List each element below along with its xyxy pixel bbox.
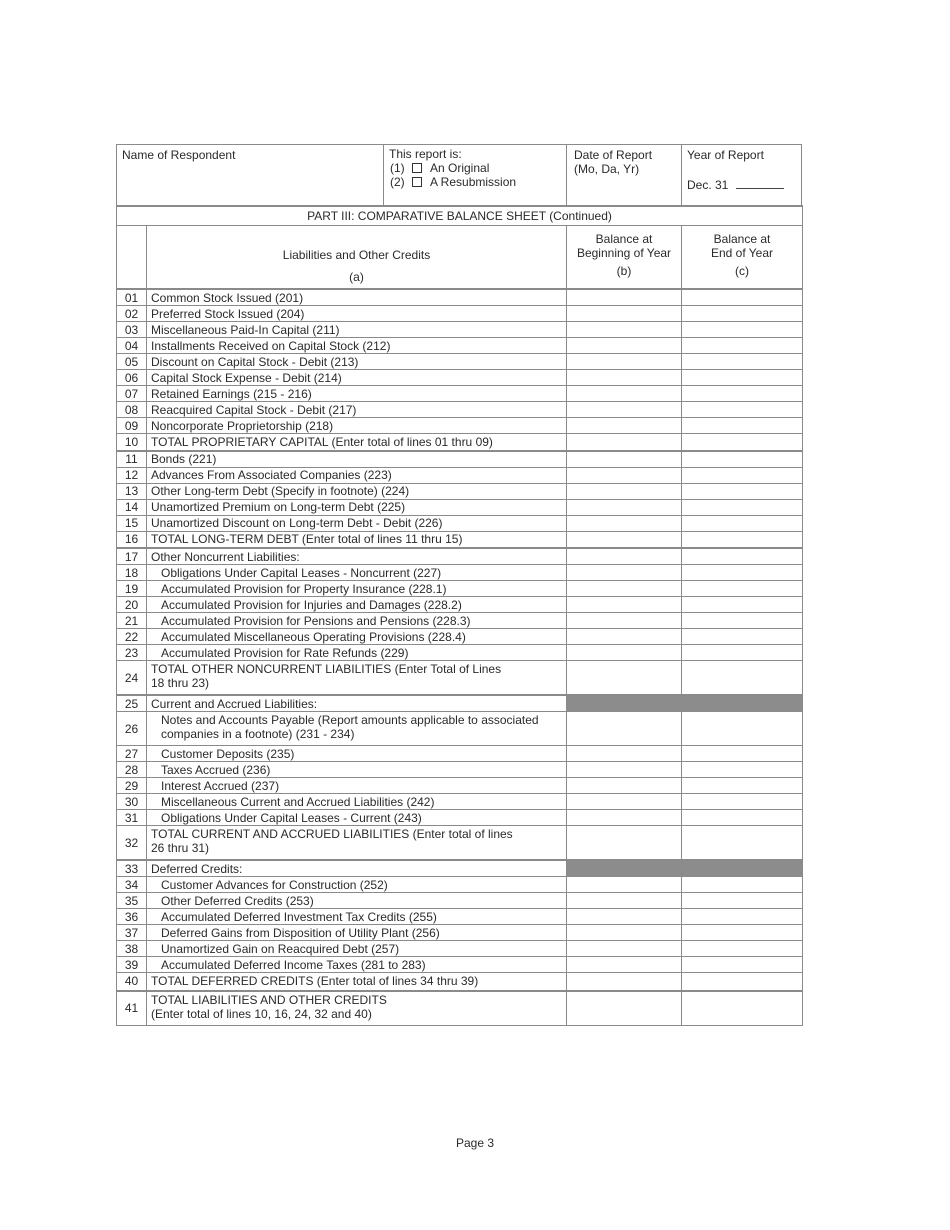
table-row <box>117 941 803 957</box>
beginning-balance-cell[interactable] <box>567 778 682 794</box>
ending-balance-cell[interactable] <box>682 661 803 696</box>
part-title: PART III: COMPARATIVE BALANCE SHEET (Continued) <box>117 206 803 226</box>
ending-balance-cell[interactable] <box>682 402 803 418</box>
ending-balance-cell[interactable] <box>682 499 803 515</box>
beginning-balance-cell[interactable] <box>567 877 682 893</box>
table-row <box>117 483 803 499</box>
line-description-part-1: TOTAL OTHER NONCURRENT LIABILITIES (Enter Total of Lines <box>151 662 502 676</box>
ending-balance-cell[interactable] <box>682 893 803 909</box>
line-description: Accumulated Miscellaneous Operating Provisions (228.4) <box>147 629 567 645</box>
line-description: TOTAL PROPRIETARY CAPITAL (Enter total of lines 01 thru 09) <box>147 434 567 451</box>
line-description: TOTAL LONG-TERM DEBT (Enter total of lines 11 thru 15) <box>147 531 567 548</box>
ending-balance-cell[interactable] <box>682 957 803 973</box>
line-number: 03 <box>117 322 147 338</box>
line-number: 01 <box>117 289 147 306</box>
line-number: 21 <box>117 613 147 629</box>
column-c-title-1: Balance at <box>713 232 771 246</box>
line-description: Miscellaneous Current and Accrued Liabilities (242) <box>147 794 567 810</box>
page-number: Page 3 <box>455 1136 495 1150</box>
table-row <box>117 957 803 973</box>
table-row <box>117 860 803 877</box>
line-description: Bonds (221) <box>147 451 567 468</box>
line-description: Retained Earnings (215 - 216) <box>147 386 567 402</box>
ending-balance-cell[interactable] <box>682 581 803 597</box>
ending-balance-cell[interactable] <box>682 909 803 925</box>
beginning-balance-cell[interactable] <box>567 467 682 483</box>
line-number-header <box>117 226 147 290</box>
beginning-balance-cell[interactable] <box>567 338 682 354</box>
line-description-part-1: TOTAL LIABILITIES AND OTHER CREDITS <box>151 992 387 1007</box>
table-row <box>117 661 803 696</box>
table-row <box>117 515 803 531</box>
line-number: 24 <box>117 661 147 696</box>
form-header <box>116 144 802 205</box>
beginning-balance-cell[interactable] <box>567 483 682 499</box>
line-description: Discount on Capital Stock - Debit (213) <box>147 354 567 370</box>
table-row <box>117 338 803 354</box>
line-number: 10 <box>117 434 147 451</box>
shaded-cell <box>567 860 682 877</box>
line-number: 29 <box>117 778 147 794</box>
line-description <box>147 991 567 1026</box>
line-number: 07 <box>117 386 147 402</box>
line-number: 28 <box>117 762 147 778</box>
line-number: 06 <box>117 370 147 386</box>
line-description: Accumulated Deferred Investment Tax Credits (255) <box>147 909 567 925</box>
shaded-cell <box>682 860 803 877</box>
ending-balance-cell[interactable] <box>682 746 803 762</box>
original-checkbox[interactable] <box>412 163 422 173</box>
ending-balance-cell[interactable] <box>682 826 803 861</box>
line-description: Accumulated Provision for Pensions and Pensions (228.3) <box>147 613 567 629</box>
table-row <box>117 973 803 991</box>
line-number: 04 <box>117 338 147 354</box>
table-row <box>117 778 803 794</box>
column-b-title-1: Balance at <box>595 232 653 246</box>
ending-balance-cell[interactable] <box>682 597 803 613</box>
ending-balance-cell[interactable] <box>682 418 803 434</box>
table-row <box>117 306 803 322</box>
line-number: 17 <box>117 548 147 565</box>
line-description-part-2: 18 thru 23) <box>151 676 210 690</box>
beginning-balance-cell[interactable] <box>567 548 682 565</box>
line-description: Capital Stock Expense - Debit (214) <box>147 370 567 386</box>
shaded-cell <box>567 695 682 712</box>
line-description <box>147 826 567 861</box>
column-a-letter: (a) <box>349 270 364 284</box>
table-row <box>117 746 803 762</box>
beginning-balance-cell[interactable] <box>567 565 682 581</box>
table-row <box>117 289 803 306</box>
line-number: 36 <box>117 909 147 925</box>
beginning-balance-cell[interactable] <box>567 661 682 696</box>
ending-balance-cell[interactable] <box>682 794 803 810</box>
table-row <box>117 991 803 1026</box>
line-number: 25 <box>117 695 147 712</box>
line-description <box>147 712 567 746</box>
line-number: 05 <box>117 354 147 370</box>
option-original <box>390 161 561 175</box>
line-description: Accumulated Provision for Property Insurance (228.1) <box>147 581 567 597</box>
ending-balance-cell[interactable] <box>682 322 803 338</box>
ending-balance-cell[interactable] <box>682 810 803 826</box>
table-row <box>117 909 803 925</box>
ending-balance-cell[interactable] <box>682 548 803 565</box>
beginning-balance-cell[interactable] <box>567 762 682 778</box>
line-number: 23 <box>117 645 147 661</box>
beginning-balance-cell[interactable] <box>567 810 682 826</box>
ending-balance-cell[interactable] <box>682 973 803 991</box>
ending-balance-cell[interactable] <box>682 531 803 548</box>
table-row <box>117 418 803 434</box>
line-number: 15 <box>117 515 147 531</box>
line-number: 39 <box>117 957 147 973</box>
respondent-cell <box>117 145 384 205</box>
ending-balance-cell[interactable] <box>682 354 803 370</box>
ending-balance-cell[interactable] <box>682 515 803 531</box>
line-number: 09 <box>117 418 147 434</box>
line-description: Reacquired Capital Stock - Debit (217) <box>147 402 567 418</box>
beginning-balance-cell[interactable] <box>567 712 682 746</box>
line-number: 40 <box>117 973 147 991</box>
beginning-balance-cell[interactable] <box>567 306 682 322</box>
ending-balance-cell[interactable] <box>682 451 803 468</box>
ending-balance-cell[interactable] <box>682 762 803 778</box>
beginning-balance-cell[interactable] <box>567 370 682 386</box>
line-number: 35 <box>117 893 147 909</box>
line-description: Taxes Accrued (236) <box>147 762 567 778</box>
beginning-balance-cell[interactable] <box>567 581 682 597</box>
line-description: Deferred Credits: <box>147 860 567 877</box>
table-row <box>117 322 803 338</box>
line-description-part-2: companies in a footnote) (231 - 234) <box>161 727 355 741</box>
table-row <box>117 451 803 468</box>
line-number: 27 <box>117 746 147 762</box>
beginning-balance-cell[interactable] <box>567 354 682 370</box>
year-blank[interactable] <box>736 178 784 189</box>
beginning-balance-cell[interactable] <box>567 794 682 810</box>
beginning-balance-cell[interactable] <box>567 826 682 861</box>
line-number: 31 <box>117 810 147 826</box>
table-row <box>117 893 803 909</box>
table-row <box>117 645 803 661</box>
line-description: Current and Accrued Liabilities: <box>147 695 567 712</box>
column-a-header <box>147 226 567 290</box>
table-row <box>117 402 803 418</box>
shaded-cell <box>682 695 803 712</box>
table-row <box>117 695 803 712</box>
line-number: 22 <box>117 629 147 645</box>
line-number: 19 <box>117 581 147 597</box>
beginning-balance-cell[interactable] <box>567 893 682 909</box>
beginning-balance-cell[interactable] <box>567 629 682 645</box>
year-label: Year of Report <box>687 148 764 162</box>
beginning-balance-cell[interactable] <box>567 909 682 925</box>
table-row <box>117 629 803 645</box>
ending-balance-cell[interactable] <box>682 629 803 645</box>
balance-sheet-form <box>116 144 802 1026</box>
liabilities-table <box>116 205 803 1026</box>
table-row <box>117 762 803 778</box>
line-description-part-2: 26 thru 31) <box>151 841 210 855</box>
year-value-line <box>687 178 798 192</box>
line-description-part-1: Notes and Accounts Payable (Report amounts applicable to associated <box>161 713 539 727</box>
table-row <box>117 354 803 370</box>
line-description: Unamortized Discount on Long-term Debt - Debit (226) <box>147 515 567 531</box>
ending-balance-cell[interactable] <box>682 467 803 483</box>
column-b-header <box>567 226 682 290</box>
table-row <box>117 712 803 746</box>
line-description: Other Noncurrent Liabilities: <box>147 548 567 565</box>
table-row <box>117 810 803 826</box>
option-resubmission <box>390 175 561 189</box>
line-number: 02 <box>117 306 147 322</box>
table-row <box>117 925 803 941</box>
line-number: 30 <box>117 794 147 810</box>
line-description: Unamortized Premium on Long-term Debt (225) <box>147 499 567 515</box>
line-description: Preferred Stock Issued (204) <box>147 306 567 322</box>
column-header-row <box>117 226 803 290</box>
line-description: Accumulated Provision for Injuries and Damages (228.2) <box>147 597 567 613</box>
ending-balance-cell[interactable] <box>682 370 803 386</box>
beginning-balance-cell[interactable] <box>567 941 682 957</box>
line-description: Accumulated Deferred Income Taxes (281 to 283) <box>147 957 567 973</box>
table-row <box>117 794 803 810</box>
line-description: Accumulated Provision for Rate Refunds (229) <box>147 645 567 661</box>
line-description: Advances From Associated Companies (223) <box>147 467 567 483</box>
table-row <box>117 370 803 386</box>
column-b-letter: (b) <box>616 264 632 278</box>
beginning-balance-cell[interactable] <box>567 957 682 973</box>
table-row <box>117 826 803 861</box>
ending-balance-cell[interactable] <box>682 483 803 499</box>
ending-balance-cell[interactable] <box>682 289 803 306</box>
line-number: 33 <box>117 860 147 877</box>
date-label: Date of Report <box>574 148 653 162</box>
ending-balance-cell[interactable] <box>682 778 803 794</box>
year-of-report-cell <box>682 145 803 205</box>
line-number: 38 <box>117 941 147 957</box>
beginning-balance-cell[interactable] <box>567 451 682 468</box>
beginning-balance-cell[interactable] <box>567 434 682 451</box>
line-number: 08 <box>117 402 147 418</box>
date-of-report-cell <box>567 145 682 205</box>
line-description: Interest Accrued (237) <box>147 778 567 794</box>
ending-balance-cell[interactable] <box>682 645 803 661</box>
table-row <box>117 581 803 597</box>
report-type-cell <box>384 145 567 205</box>
line-number: 34 <box>117 877 147 893</box>
table-row <box>117 467 803 483</box>
option2-label: A Resubmission <box>430 175 517 189</box>
ending-balance-cell[interactable] <box>682 386 803 402</box>
line-description: Noncorporate Proprietorship (218) <box>147 418 567 434</box>
line-number: 37 <box>117 925 147 941</box>
line-description: Common Stock Issued (201) <box>147 289 567 306</box>
part-title-row <box>117 206 803 226</box>
line-description: Obligations Under Capital Leases - Noncurrent (227) <box>147 565 567 581</box>
line-number: 12 <box>117 467 147 483</box>
line-description-part-2: (Enter total of lines 10, 16, 24, 32 and 40) <box>151 1006 372 1021</box>
option2-number: (2) <box>390 175 405 189</box>
table-row <box>117 499 803 515</box>
beginning-balance-cell[interactable] <box>567 597 682 613</box>
beginning-balance-cell[interactable] <box>567 645 682 661</box>
line-description: Customer Advances for Construction (252) <box>147 877 567 893</box>
ending-balance-cell[interactable] <box>682 306 803 322</box>
beginning-balance-cell[interactable] <box>567 322 682 338</box>
ending-balance-cell[interactable] <box>682 565 803 581</box>
beginning-balance-cell[interactable] <box>567 746 682 762</box>
beginning-balance-cell[interactable] <box>567 499 682 515</box>
table-row <box>117 877 803 893</box>
line-description: Unamortized Gain on Reacquired Debt (257) <box>147 941 567 957</box>
line-description: Other Deferred Credits (253) <box>147 893 567 909</box>
ending-balance-cell[interactable] <box>682 434 803 451</box>
ending-balance-cell[interactable] <box>682 877 803 893</box>
table-row <box>117 597 803 613</box>
line-number: 16 <box>117 531 147 548</box>
line-number: 14 <box>117 499 147 515</box>
line-number: 13 <box>117 483 147 499</box>
line-number: 32 <box>117 826 147 861</box>
line-description: TOTAL DEFERRED CREDITS (Enter total of lines 34 thru 39) <box>147 973 567 991</box>
table-row <box>117 548 803 565</box>
line-description: Obligations Under Capital Leases - Current (243) <box>147 810 567 826</box>
line-description <box>147 661 567 696</box>
respondent-label: Name of Respondent <box>122 148 236 162</box>
beginning-balance-cell[interactable] <box>567 289 682 306</box>
line-number: 20 <box>117 597 147 613</box>
ending-balance-cell[interactable] <box>682 613 803 629</box>
table-row <box>117 531 803 548</box>
line-number: 11 <box>117 451 147 468</box>
column-c-header <box>682 226 803 290</box>
beginning-balance-cell[interactable] <box>567 515 682 531</box>
resubmission-checkbox[interactable] <box>412 177 422 187</box>
ending-balance-cell[interactable] <box>682 338 803 354</box>
line-number: 41 <box>117 991 147 1026</box>
beginning-balance-cell[interactable] <box>567 402 682 418</box>
line-description: Miscellaneous Paid-In Capital (211) <box>147 322 567 338</box>
beginning-balance-cell[interactable] <box>567 613 682 629</box>
date-format-label: (Mo, Da, Yr) <box>574 162 640 176</box>
column-c-title-2: End of Year <box>710 246 774 260</box>
table-row <box>117 565 803 581</box>
ending-balance-cell[interactable] <box>682 941 803 957</box>
column-b-title-2: Beginning of Year <box>576 246 672 260</box>
table-row <box>117 613 803 629</box>
beginning-balance-cell[interactable] <box>567 925 682 941</box>
ending-balance-cell[interactable] <box>682 712 803 746</box>
beginning-balance-cell[interactable] <box>567 386 682 402</box>
column-a-title: Liabilities and Other Credits <box>282 248 431 262</box>
column-c-letter: (c) <box>735 264 749 278</box>
line-number: 26 <box>117 712 147 746</box>
beginning-balance-cell[interactable] <box>567 531 682 548</box>
ending-balance-cell[interactable] <box>682 991 803 1026</box>
option1-number: (1) <box>390 161 405 175</box>
line-description: Other Long-term Debt (Specify in footnote) (224) <box>147 483 567 499</box>
option1-label: An Original <box>430 161 490 175</box>
line-number: 18 <box>117 565 147 581</box>
table-row <box>117 386 803 402</box>
ending-balance-cell[interactable] <box>682 925 803 941</box>
beginning-balance-cell[interactable] <box>567 418 682 434</box>
beginning-balance-cell[interactable] <box>567 991 682 1026</box>
line-description: Customer Deposits (235) <box>147 746 567 762</box>
year-value: Dec. 31 <box>687 178 729 192</box>
line-description: Installments Received on Capital Stock (212) <box>147 338 567 354</box>
line-description: Deferred Gains from Disposition of Utility Plant (256) <box>147 925 567 941</box>
table-row <box>117 434 803 451</box>
line-description-part-1: TOTAL CURRENT AND ACCRUED LIABILITIES (Enter total of lines <box>151 827 513 841</box>
report-is-label: This report is: <box>389 147 462 161</box>
beginning-balance-cell[interactable] <box>567 973 682 991</box>
